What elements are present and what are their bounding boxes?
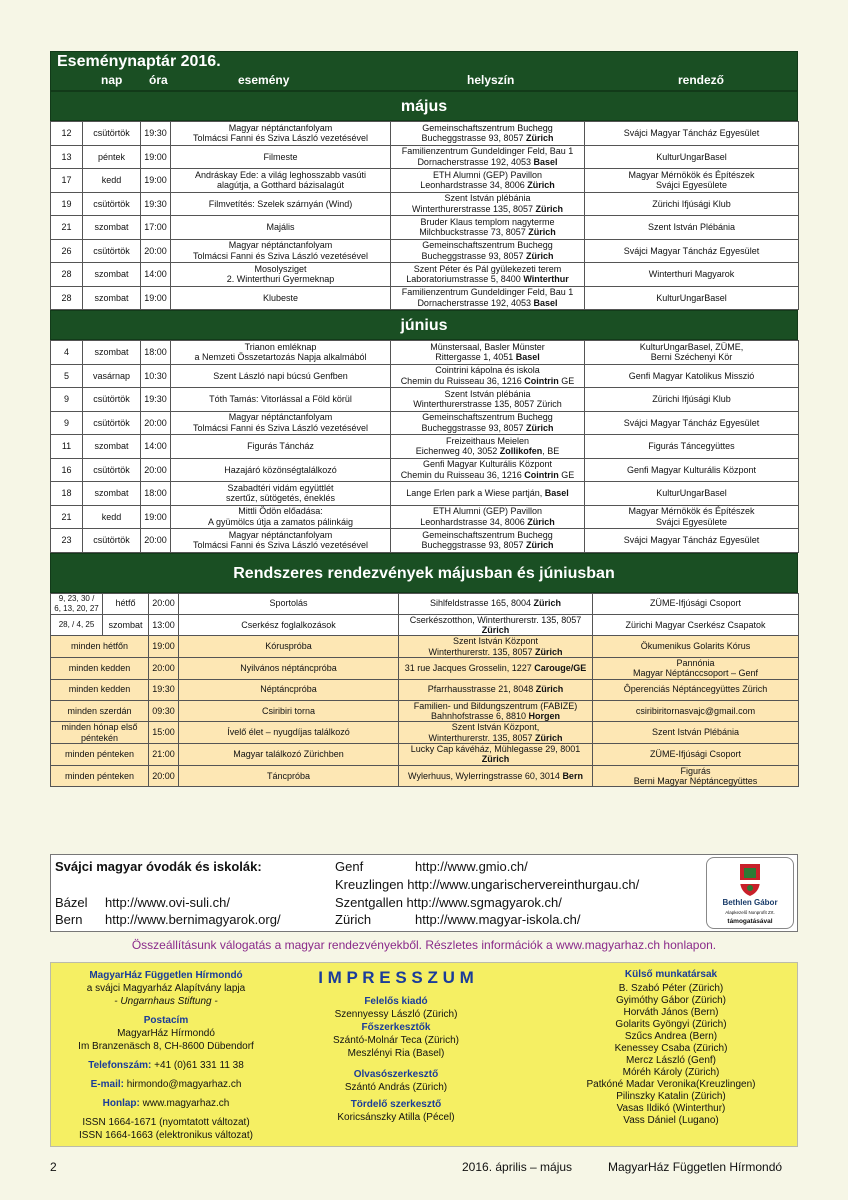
postal-line1: MagyarHáz Hírmondó: [117, 1028, 215, 1039]
cell-organizer: Magyar Mérnökök és Építészek Svájci Egyesülete: [585, 505, 799, 529]
cell-venue: Szent István plébánia Winterthurerstrasse 135, 8057 Zürich: [391, 192, 585, 216]
cell-time: 20:00: [141, 458, 171, 482]
cell-when: minden hónap első péntekén: [51, 722, 149, 744]
cell-day: 28: [51, 286, 83, 310]
postal-line2: Im Branzenäsch 8, CH-8600 Dübendorf: [78, 1041, 254, 1052]
cell-when: minden hétfőn: [51, 636, 149, 658]
cell-organizer: Svájci Magyar Táncház Egyesület: [585, 239, 799, 263]
cell-when: 28, / 4, 25: [51, 614, 103, 636]
cell-day: 13: [51, 145, 83, 169]
contributor-name: Kenessey Csaba (Zürich): [614, 1043, 728, 1054]
cell-event: Filmeste: [171, 145, 391, 169]
issue-date: 2016. április – május: [462, 1160, 573, 1174]
regular-row: [51, 765, 799, 787]
cell-time: 20:00: [141, 529, 171, 553]
contributor-name: Vass Dániel (Lugano): [623, 1115, 719, 1126]
event-row: [51, 239, 799, 263]
basel-label: Bázel: [55, 895, 88, 910]
month-june: június: [50, 310, 798, 340]
cell-organizer: KulturUngarBasel: [585, 482, 799, 506]
cell-venue: Gemeinschaftszentrum Buchegg Bucheggstrasse 93, 8057 Zürich: [391, 239, 585, 263]
cell-event: Sportolás: [179, 593, 399, 614]
cell-weekday: csütörtök: [83, 239, 141, 263]
cell-venue: Freizeithaus Meielen Eichenweg 40, 3052 Zollikofen, BE: [391, 435, 585, 459]
regular-row: [51, 636, 799, 658]
cell-time: 20:00: [141, 239, 171, 263]
event-row: [51, 192, 799, 216]
cell-event: Néptáncpróba: [179, 679, 399, 700]
calendar-header: [50, 51, 798, 91]
contributor-name: Horváth János (Bern): [623, 1007, 719, 1018]
cell-when: minden pénteken: [51, 743, 149, 765]
event-row: [51, 145, 799, 169]
contributor-name: B. Szabó Péter (Zürich): [618, 983, 724, 994]
cell-event: Kóruspróba: [179, 636, 399, 658]
cell-venue: ETH Alumni (GEP) Pavillon Leonhardstrasse 34, 8006 Zürich: [391, 505, 585, 529]
basel-link[interactable]: http://www.ovi-suli.ch/: [105, 895, 230, 910]
page-number: 2: [50, 1160, 57, 1174]
may-table: [50, 121, 799, 310]
compilation-note: Összeállításunk válogatás a magyar rendezvényekből. Részletes információk a www.magyarhaz.ch honlapon.: [131, 938, 717, 952]
cell-event: Csiribiri torna: [179, 700, 399, 722]
event-row: [51, 435, 799, 459]
cell-day: 11: [51, 435, 83, 459]
event-calendar: [50, 51, 798, 787]
cell-organizer: csiribiritornasvajc@gmail.com: [593, 700, 799, 722]
cell-event: Ívelő élet – nyugdíjas találkozó: [179, 722, 399, 744]
cell-when: 9, 23, 30 / 6, 13, 20, 27: [51, 593, 103, 614]
cell-venue: Cserkészotthon, Winterthurerstr. 135, 8057 Zürich: [399, 614, 593, 636]
cell-event: Táncpróba: [179, 765, 399, 787]
cell-event: Szabadtéri vidám együttlét szertűz, sütögetés, éneklés: [171, 482, 391, 506]
layout-editor-name: Koricsánszky Atilla (Pécel): [337, 1112, 455, 1123]
cell-time: 17:00: [141, 216, 171, 240]
cell-time: 14:00: [141, 263, 171, 287]
regular-row: [51, 614, 799, 636]
cell-weekday: szombat: [83, 482, 141, 506]
event-row: [51, 341, 799, 365]
cell-event: Magyar néptánctanfolyam Tolmácsi Fanni és Sziva László vezetésével: [171, 239, 391, 263]
col-rendezo: rendező: [678, 73, 725, 87]
cell-time: 19:30: [141, 192, 171, 216]
cell-weekday: szombat: [83, 263, 141, 287]
contributors-label: Külső munkatársak: [624, 969, 718, 980]
regular-row: [51, 743, 799, 765]
cell-venue: Cointrini kápolna és iskola Chemin du Ruisseau 36, 1216 Cointrin GE: [391, 364, 585, 388]
cell-time: 19:30: [149, 679, 179, 700]
layout-editor-label: Tördelő szerkesztő: [350, 1099, 442, 1110]
cell-event: Magyar néptánctanfolyam Tolmácsi Fanni és Sziva László vezetésével: [171, 529, 391, 553]
issn-online: ISSN 1664-1663 (elektronikus változat): [79, 1130, 253, 1141]
col-ora: óra: [149, 73, 168, 87]
genf-label: Genf: [335, 859, 364, 874]
cell-organizer: Figurás Táncegyüttes: [585, 435, 799, 459]
schools-title: Svájci magyar óvodák és iskolák:: [55, 859, 262, 874]
cell-event: Szent László napi búcsú Genfben: [171, 364, 391, 388]
cell-venue: Gemeinschaftszentrum Buchegg Bucheggstrasse 93, 8057 Zürich: [391, 529, 585, 553]
email-value[interactable]: hirmondo@magyarhaz.ch: [126, 1079, 242, 1090]
contributor-name: Mercz László (Genf): [625, 1055, 717, 1066]
cell-weekday: kedd: [83, 505, 141, 529]
cell-when: minden kedden: [51, 657, 149, 679]
cell-venue: Familien- und Bildungszentrum (FABIZE) Bahnhofstrasse 6, 8810 Horgen: [399, 700, 593, 722]
publication-name: MagyarHáz Független Hírmondó: [89, 970, 243, 981]
cell-weekday: csütörtök: [83, 388, 141, 412]
regular-title: Rendszeres rendezvények májusban és júniusban: [50, 553, 798, 593]
cell-venue: Szent István Központ Winterthurerstr. 135, 8057 Zürich: [399, 636, 593, 658]
month-may: május: [50, 91, 798, 121]
editor-1: Szántó-Molnár Teca (Zürich): [333, 1035, 459, 1046]
issn-print: ISSN 1664-1671 (nyomtatott változat): [82, 1117, 250, 1128]
cell-venue: Sihlfeldstrasse 165, 8004 Zürich: [399, 593, 593, 614]
cell-day: 21: [51, 505, 83, 529]
cell-day: 16: [51, 458, 83, 482]
cell-day: 23: [51, 529, 83, 553]
event-row: [51, 411, 799, 435]
cell-event: Trianon emléknap a Nemzeti Összetartozás Napja alkalmából: [171, 341, 391, 365]
cell-event: Tóth Tamás: Vitorlással a Föld körül: [171, 388, 391, 412]
contributor-name: Golarits Gyöngyi (Zürich): [615, 1019, 727, 1030]
cell-time: 21:00: [149, 743, 179, 765]
cell-weekday: hétfő: [103, 593, 149, 614]
cell-time: 19:30: [141, 122, 171, 146]
regular-table: [50, 593, 799, 788]
cell-venue: 31 rue Jacques Grosselin, 1227 Carouge/GE: [399, 657, 593, 679]
cell-weekday: vasárnap: [83, 364, 141, 388]
cell-venue: Wylerhuus, Wylerringstrasse 60, 3014 Bern: [399, 765, 593, 787]
event-row: [51, 364, 799, 388]
cell-time: 20:00: [149, 765, 179, 787]
cell-time: 09:30: [149, 700, 179, 722]
postal-label: Postacím: [143, 1015, 189, 1026]
col-esemeny: esemény: [238, 73, 290, 87]
cell-day: 17: [51, 169, 83, 193]
cell-organizer: Zürichi Ifjúsági Klub: [585, 192, 799, 216]
cell-event: Magyar néptánctanfolyam Tolmácsi Fanni és Sziva László vezetésével: [171, 411, 391, 435]
cell-organizer: Svájci Magyar Táncház Egyesület: [585, 411, 799, 435]
cell-when: minden szerdán: [51, 700, 149, 722]
cell-time: 15:00: [149, 722, 179, 744]
contributor-name: Vasas Ildikó (Winterthur): [616, 1103, 726, 1114]
schools-box: [50, 854, 798, 932]
logo-support: támogatásával: [727, 918, 773, 925]
cell-event: Mosolysziget 2. Winterthuri Gyermeknap: [171, 263, 391, 287]
bern-link[interactable]: http://www.bernimagyarok.org/: [105, 912, 281, 927]
regular-row: [51, 679, 799, 700]
cell-day: 28: [51, 263, 83, 287]
cell-time: 14:00: [141, 435, 171, 459]
cell-event: Andráskay Ede: a világ leghosszabb vasúti alagútja, a Gotthard bázisalagút: [171, 169, 391, 193]
proofreader-name: Szántó András (Zürich): [344, 1082, 448, 1093]
impressum-left: [61, 969, 271, 1142]
web-value[interactable]: www.magyarhaz.ch: [142, 1098, 230, 1109]
cell-venue: Lange Erlen park a Wiese partján, Basel: [391, 482, 585, 506]
cell-day: 9: [51, 411, 83, 435]
regular-row: [51, 593, 799, 614]
impressum-middle: [281, 969, 511, 1124]
cell-organizer: Figurás Berni Magyar Néptáncegyüttes: [593, 765, 799, 787]
cell-day: 4: [51, 341, 83, 365]
cell-venue: Gemeinschaftszentrum Buchegg Bucheggstrasse 93, 8057 Zürich: [391, 411, 585, 435]
cell-venue: Szent Péter és Pál gyülekezeti terem Laboratoriumstrasse 5, 8400 Winterthur: [391, 263, 585, 287]
cell-day: 12: [51, 122, 83, 146]
editors-label: Főszerkesztők: [361, 1022, 431, 1033]
logo-sub: Alapkezelő Nonprofit Zrt.: [725, 910, 775, 915]
impressum-box: [50, 962, 798, 1147]
cell-organizer: KulturUngarBasel: [585, 145, 799, 169]
event-row: [51, 169, 799, 193]
cell-event: Klubeste: [171, 286, 391, 310]
impressum-right: [551, 969, 791, 1127]
crest-icon: [730, 860, 770, 898]
cell-event: Cserkész foglalkozások: [179, 614, 399, 636]
cell-venue: Szent István Központ, Winterthurerstr. 135, 8057 Zürich: [399, 722, 593, 744]
cell-when: minden kedden: [51, 679, 149, 700]
cell-event: Nyilvános néptáncpróba: [179, 657, 399, 679]
regular-row: [51, 722, 799, 744]
cell-time: 18:00: [141, 482, 171, 506]
cell-organizer: Ôperenciás Néptáncegyüttes Zürich: [593, 679, 799, 700]
cell-venue: Bruder Klaus templom nagyterme Milchbuckstrasse 73, 8057 Zürich: [391, 216, 585, 240]
col-nap: nap: [101, 73, 123, 87]
cell-time: 20:00: [141, 411, 171, 435]
event-row: [51, 263, 799, 287]
cell-weekday: csütörtök: [83, 411, 141, 435]
zurich-label: Zürich: [335, 912, 372, 927]
cell-time: 19:00: [141, 145, 171, 169]
cell-organizer: Genfi Magyar Kulturális Központ: [585, 458, 799, 482]
cell-event: Mittli Ödön előadása: A gyümölcs útja a zamatos pálinkáig: [171, 505, 391, 529]
cell-event: Figurás Táncház: [171, 435, 391, 459]
contributor-name: Patkóné Madar Veronika(Kreuzlingen): [586, 1079, 756, 1090]
event-row: [51, 122, 799, 146]
email-label: E-mail:: [90, 1079, 124, 1090]
cell-time: 20:00: [149, 593, 179, 614]
cell-day: 26: [51, 239, 83, 263]
cell-time: 10:30: [141, 364, 171, 388]
publisher-name: Szennyessy László (Zürich): [334, 1009, 458, 1020]
cell-weekday: szombat: [83, 341, 141, 365]
cell-time: 20:00: [149, 657, 179, 679]
zurich-link[interactable]: http://www.magyar-iskola.ch/: [415, 912, 581, 927]
cell-organizer: Magyar Mérnökök és Építészek Svájci Egyesülete: [585, 169, 799, 193]
event-row: [51, 286, 799, 310]
cell-weekday: kedd: [83, 169, 141, 193]
event-row: [51, 482, 799, 506]
cell-venue: Lucky Cap kávéház, Mühlegasse 29, 8001 Zürich: [399, 743, 593, 765]
col-helyszin: helyszín: [467, 73, 515, 87]
cell-time: 13:00: [149, 614, 179, 636]
cell-weekday: csütörtök: [83, 122, 141, 146]
cell-event: Magyar találkozó Zürichben: [179, 743, 399, 765]
cell-venue: Gemeinschaftszentrum Buchegg Bucheggstrasse 93, 8057 Zürich: [391, 122, 585, 146]
logo-name: Bethlen Gábor: [722, 898, 778, 907]
cell-time: 19:00: [141, 286, 171, 310]
cell-when: minden pénteken: [51, 765, 149, 787]
cell-organizer: Svájci Magyar Táncház Egyesület: [585, 122, 799, 146]
genf-link[interactable]: http://www.gmio.ch/: [415, 859, 528, 874]
phone-value: +41 (0)61 331 11 38: [154, 1060, 244, 1071]
impressum-title: I M P R E S S Z U M: [318, 968, 474, 987]
event-row: [51, 388, 799, 412]
cell-day: 9: [51, 388, 83, 412]
publisher-label: Felelős kiadó: [364, 996, 428, 1007]
bern-label: Bern: [55, 912, 83, 927]
cell-organizer: ZÜME-Ifjúsági Csoport: [593, 593, 799, 614]
web-label: Honlap:: [102, 1098, 140, 1109]
bethlen-logo: [706, 857, 794, 929]
cell-weekday: csütörtök: [83, 529, 141, 553]
regular-row: [51, 657, 799, 679]
publication-foundation: - Ungarnhaus Stiftung -: [114, 996, 218, 1007]
event-row: [51, 505, 799, 529]
cell-organizer: ZÜME-Ifjúsági Csoport: [593, 743, 799, 765]
event-row: [51, 529, 799, 553]
cell-venue: Pfarrhausstrasse 21, 8048 Zürich: [399, 679, 593, 700]
cell-weekday: szombat: [83, 435, 141, 459]
cell-weekday: szombat: [103, 614, 149, 636]
editor-2: Meszlényi Ria (Basel): [347, 1048, 445, 1059]
cell-weekday: csütörtök: [83, 458, 141, 482]
cell-time: 19:00: [149, 636, 179, 658]
cell-organizer: Svájci Magyar Táncház Egyesület: [585, 529, 799, 553]
event-row: [51, 458, 799, 482]
cell-organizer: Genfi Magyar Katolikus Misszió: [585, 364, 799, 388]
cell-time: 19:30: [141, 388, 171, 412]
june-table: [50, 340, 799, 553]
cell-weekday: szombat: [83, 286, 141, 310]
cell-day: 5: [51, 364, 83, 388]
cell-venue: Münstersaal, Basler Münster Rittergasse 1, 4051 Basel: [391, 341, 585, 365]
cell-time: 19:00: [141, 505, 171, 529]
cell-organizer: KulturUngarBasel: [585, 286, 799, 310]
cell-weekday: csütörtök: [83, 192, 141, 216]
cell-organizer: Szent István Plébánia: [593, 722, 799, 744]
cell-day: 21: [51, 216, 83, 240]
publication-desc: a svájci Magyarház Alapítvány lapja: [86, 983, 246, 994]
cell-venue: Familienzentrum Gundeldinger Feld, Bau 1 Dornacherstrasse 192, 4053 Basel: [391, 145, 585, 169]
contributor-name: Móréh Károly (Zürich): [622, 1067, 720, 1078]
cell-organizer: Ökumenikus Golarits Kórus: [593, 636, 799, 658]
szentgallen-link[interactable]: Szentgallen http://www.sgmagyarok.ch/: [335, 895, 562, 910]
regular-row: [51, 700, 799, 722]
cell-organizer: Zürichi Ifjúsági Klub: [585, 388, 799, 412]
cell-day: 18: [51, 482, 83, 506]
proofreader-label: Olvasószerkesztő: [353, 1069, 439, 1080]
cell-venue: Genfi Magyar Kulturális Központ Chemin du Ruisseau 36, 1216 Cointrin GE: [391, 458, 585, 482]
cell-event: Magyar néptánctanfolyam Tolmácsi Fanni és Sziva László vezetésével: [171, 122, 391, 146]
cell-weekday: péntek: [83, 145, 141, 169]
cell-venue: Szent István plébánia Winterthurerstrasse 135, 8057 Zürich: [391, 388, 585, 412]
cell-time: 18:00: [141, 341, 171, 365]
event-row: [51, 216, 799, 240]
cell-organizer: Winterthuri Magyarok: [585, 263, 799, 287]
cell-organizer: Pannónia Magyar Néptánccsoport – Genf: [593, 657, 799, 679]
cell-venue: ETH Alumni (GEP) Pavillon Leonhardstrasse 34, 8006 Zürich: [391, 169, 585, 193]
phone-label: Telefonszám:: [88, 1060, 152, 1071]
cell-event: Filmvetítés: Szelek szárnyán (Wind): [171, 192, 391, 216]
contributor-name: Szűcs Andrea (Bern): [624, 1031, 718, 1042]
contributor-name: Pilinszky Katalin (Zürich): [616, 1091, 726, 1102]
cell-organizer: KulturUngarBasel, ZÜME, Berni Széchenyi Kör: [585, 341, 799, 365]
cell-day: 19: [51, 192, 83, 216]
kreuzlingen-link[interactable]: Kreuzlingen http://www.ungarischervereinthurgau.ch/: [335, 877, 640, 892]
paper-name: MagyarHáz Független Hírmondó: [608, 1160, 783, 1174]
cell-event: Majális: [171, 216, 391, 240]
cell-event: Hazajáró közönségtalálkozó: [171, 458, 391, 482]
cell-weekday: szombat: [83, 216, 141, 240]
calendar-title: Eseménynaptár 2016.: [57, 53, 221, 70]
cell-time: 19:00: [141, 169, 171, 193]
cell-venue: Familienzentrum Gundeldinger Feld, Bau 1 Dornacherstrasse 192, 4053 Basel: [391, 286, 585, 310]
contributor-name: Gyimóthy Gábor (Zürich): [615, 995, 727, 1006]
cell-organizer: Zürichi Magyar Cserkész Csapatok: [593, 614, 799, 636]
cell-organizer: Szent István Plébánia: [585, 216, 799, 240]
